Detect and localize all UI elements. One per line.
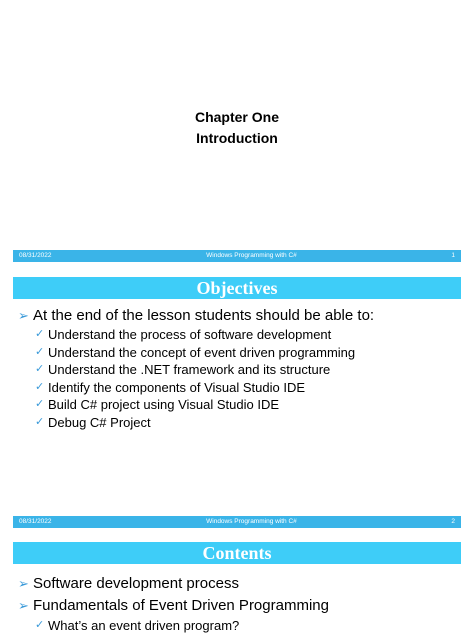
slide-footer <box>13 516 461 528</box>
sub-list-item <box>18 379 464 397</box>
sub-list-item-text: Build C# project using Visual Studio IDE <box>48 397 279 412</box>
check-mark-icon: ✓ <box>35 380 45 393</box>
slide-2 <box>0 266 474 542</box>
sub-list-item <box>18 326 464 344</box>
sub-list-item-text: Understand the concept of event driven programming <box>48 344 356 360</box>
check-mark-icon: ✓ <box>35 415 45 428</box>
contents-heading: Contents <box>13 542 461 564</box>
list-item <box>18 595 464 617</box>
chapter-subtitle: Introduction <box>196 130 278 146</box>
sub-list-item <box>18 396 464 414</box>
check-mark-icon: ✓ <box>35 619 45 631</box>
sub-list-item <box>18 344 464 362</box>
sub-list-item-text: Identify the components of Visual Studio IDE <box>48 379 306 395</box>
sub-list-item-text: What’s an event driven program? <box>48 618 240 633</box>
footer-course: Windows Programming with C# <box>206 252 297 259</box>
sub-list-item <box>18 414 464 432</box>
footer-page: 1 <box>451 252 455 259</box>
list-item-text: Fundamentals of Event Driven Programming <box>33 597 329 614</box>
check-mark-icon: ✓ <box>35 345 45 358</box>
footer-date: 08/31/2022 <box>19 252 52 259</box>
check-mark-icon: ✓ <box>35 363 45 375</box>
footer-page: 2 <box>451 518 455 525</box>
objectives-list <box>18 306 464 431</box>
arrow-right-icon: ➢ <box>18 598 29 613</box>
footer-date: 08/31/2022 <box>19 518 52 525</box>
check-mark-icon: ✓ <box>35 328 45 340</box>
sub-list-item-text: Understand the process of software development <box>48 327 332 342</box>
contents-list <box>18 573 464 635</box>
chapter-title: Chapter One <box>194 109 279 125</box>
list-item <box>18 306 464 326</box>
title-block <box>0 107 474 149</box>
slide-3 <box>0 542 474 632</box>
slide-footer <box>13 250 461 262</box>
sub-list-item <box>18 361 464 379</box>
footer-course: Windows Programming with C# <box>206 518 297 525</box>
sub-list-item-text: Debug C# Project <box>48 414 151 430</box>
list-item <box>18 573 464 595</box>
list-item-text: At the end of the lesson students should be able to: <box>33 307 375 324</box>
sub-list-item-text: Understand the .NET framework and its structure <box>48 362 331 377</box>
slide-1 <box>0 0 474 266</box>
objectives-heading: Objectives <box>13 277 461 299</box>
arrow-right-icon: ➢ <box>18 576 29 591</box>
list-item-text: Software development process <box>33 575 239 592</box>
check-mark-icon: ✓ <box>35 398 45 410</box>
arrow-right-icon: ➢ <box>18 308 29 323</box>
